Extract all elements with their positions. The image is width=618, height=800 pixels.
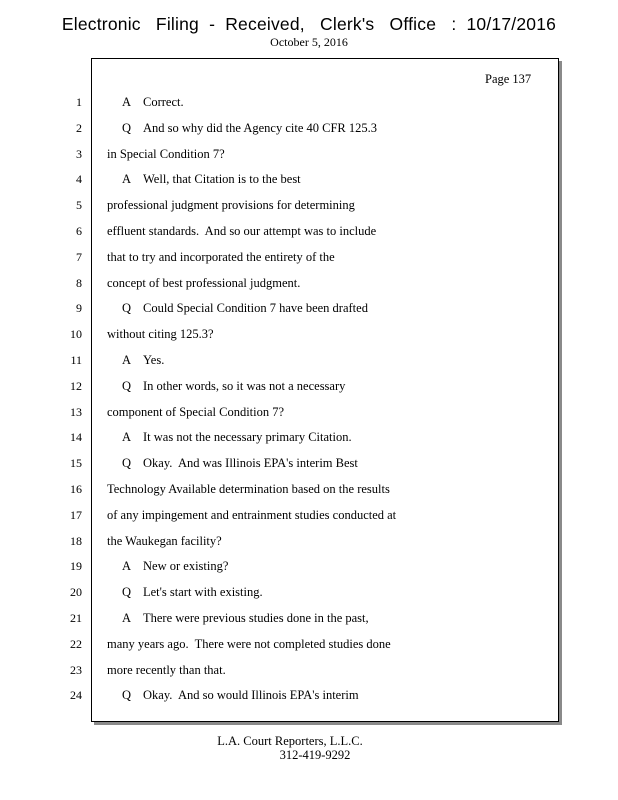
transcript-line — [107, 508, 396, 522]
line-text: that to try and incorporated the entirety of the — [107, 250, 335, 264]
line-number: 1 — [76, 95, 82, 109]
line-text: professional judgment provisions for determining — [107, 198, 355, 212]
line-text: in Special Condition 7? — [107, 147, 225, 161]
transcript-line — [107, 637, 391, 651]
line-number: 21 — [70, 611, 82, 625]
line-number: 10 — [70, 327, 82, 341]
line-number: 12 — [70, 379, 82, 393]
line-number: 19 — [70, 559, 82, 573]
transcript-line — [107, 250, 335, 264]
line-number: 13 — [70, 405, 82, 419]
line-number: 7 — [76, 250, 82, 264]
line-number: 3 — [76, 147, 82, 161]
line-text: Yes. — [143, 353, 165, 367]
transcript-line — [107, 559, 228, 573]
transcript-line — [107, 379, 345, 393]
transcript-line — [107, 663, 226, 677]
line-text: Let's start with existing. — [143, 585, 263, 599]
line-text: New or existing? — [143, 559, 229, 573]
transcript-line — [107, 534, 222, 548]
transcript-line — [107, 611, 369, 625]
line-number: 15 — [70, 456, 82, 470]
line-number: 4 — [76, 172, 82, 186]
speaker-label: A — [122, 559, 132, 573]
line-text: more recently than that. — [107, 663, 226, 677]
line-text: many years ago. There were not completed studies done — [107, 637, 391, 651]
transcript-line — [107, 198, 355, 212]
transcript-date: October 5, 2016 — [270, 35, 348, 49]
court-reporter-phone: 312-419-9292 — [279, 748, 351, 762]
line-number: 23 — [70, 663, 82, 677]
line-text: the Waukegan facility? — [107, 534, 222, 548]
line-number: 5 — [76, 198, 82, 212]
transcript-line — [107, 456, 358, 470]
transcript-line — [107, 327, 214, 341]
line-number: 8 — [76, 276, 82, 290]
line-number: 18 — [70, 534, 82, 548]
line-text: Correct. — [143, 95, 184, 109]
line-text: It was not the necessary primary Citation. — [143, 430, 352, 444]
line-text: And so why did the Agency cite 40 CFR 125.3 — [143, 121, 378, 135]
line-number: 9 — [76, 301, 82, 315]
line-number: 14 — [70, 430, 82, 444]
speaker-label: A — [122, 95, 132, 109]
line-number: 24 — [70, 688, 82, 702]
transcript-line — [107, 353, 164, 367]
line-number: 17 — [70, 508, 82, 522]
transcript-line — [107, 405, 284, 419]
speaker-label: A — [122, 172, 132, 186]
speaker-label: A — [122, 430, 132, 444]
transcript-line — [107, 172, 301, 186]
speaker-label: Q — [122, 121, 132, 135]
transcript-line — [107, 276, 300, 290]
transcript-line — [107, 585, 263, 599]
line-text: effluent standards. And so our attempt was to include — [107, 224, 377, 238]
line-text: Technology Available determination based on the results — [107, 482, 390, 496]
line-text: Could Special Condition 7 have been drafted — [143, 301, 368, 315]
line-text: Okay. And was Illinois EPA's interim Best — [143, 456, 358, 470]
court-reporter-name: L.A. Court Reporters, L.L.C. — [217, 734, 363, 748]
line-number: 6 — [76, 224, 82, 238]
line-text: component of Special Condition 7? — [107, 405, 285, 419]
speaker-label: Q — [122, 379, 132, 393]
transcript-line — [107, 224, 376, 238]
line-number: 16 — [70, 482, 82, 496]
transcript-line — [107, 482, 390, 496]
speaker-label: Q — [122, 585, 132, 599]
line-text: Okay. And so would Illinois EPA's interim — [143, 688, 359, 702]
speaker-label: Q — [122, 456, 132, 470]
speaker-label: A — [122, 353, 132, 367]
line-text: In other words, so it was not a necessary — [143, 379, 346, 393]
transcript-line — [107, 688, 359, 702]
transcript-line — [107, 301, 368, 315]
line-number: 11 — [70, 353, 82, 367]
line-text: without citing 125.3? — [107, 327, 214, 341]
transcript-line — [107, 95, 184, 109]
transcript-line — [107, 430, 352, 444]
line-number: 2 — [76, 121, 82, 135]
line-text: concept of best professional judgment. — [107, 276, 301, 290]
page-number: Page 137 — [485, 72, 532, 86]
speaker-label: Q — [122, 688, 132, 702]
line-number: 22 — [70, 637, 82, 651]
line-text: of any impingement and entrainment studies conducted at — [107, 508, 397, 522]
line-number: 20 — [70, 585, 82, 599]
filing-stamp: Electronic Filing - Received, Clerk's Office : 10/17/2016 — [61, 14, 557, 34]
transcript-line — [107, 147, 225, 161]
speaker-label: A — [122, 611, 132, 625]
transcript-line — [107, 121, 377, 135]
speaker-label: Q — [122, 301, 132, 315]
line-text: There were previous studies done in the past, — [143, 611, 369, 625]
line-text: Well, that Citation is to the best — [143, 172, 301, 186]
